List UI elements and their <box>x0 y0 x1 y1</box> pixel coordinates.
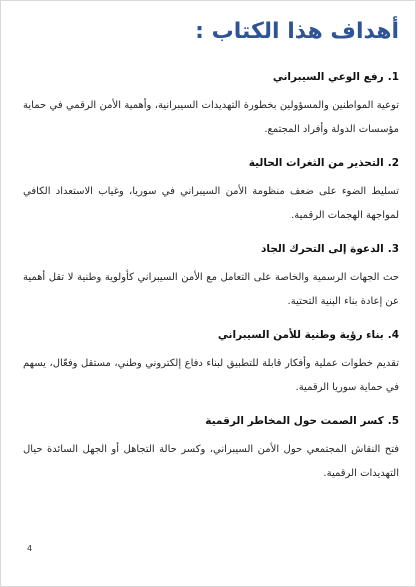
goal-heading <box>23 241 399 257</box>
goal-number: 1. <box>387 71 399 83</box>
goal-item <box>23 413 399 486</box>
goal-item <box>23 69 399 142</box>
goal-item <box>23 327 399 400</box>
goal-number: 5. <box>387 415 399 427</box>
goal-description: تسليط الضوء على ضعف منظومة الأمن السيبراني في سوريا، وغياب الاستعداد الكافي لمواجهة الهجمات الرقمية. <box>23 186 399 221</box>
goal-heading-text: بناء رؤية وطنية للأمن السيبراني <box>217 329 384 341</box>
goal-heading-text: التحذير من الثغرات الحالية <box>248 157 384 169</box>
page-number: 4 <box>27 544 33 553</box>
goal-heading-text: رفع الوعي السيبراني <box>272 71 384 83</box>
goal-heading <box>23 413 399 429</box>
goal-heading <box>23 155 399 171</box>
goal-number: 2. <box>387 157 399 169</box>
goal-heading <box>23 69 399 85</box>
goal-heading-text: كسر الصمت حول المخاطر الرقمية <box>205 415 384 427</box>
goal-description: حث الجهات الرسمية والخاصة على التعامل مع الأمن السيبراني كأولوية وطنية لا تقل أهمية عن إعادة بناء البنية التحتية. <box>23 272 399 307</box>
goal-description: توعية المواطنين والمسؤولين بخطورة التهديدات السيبرانية، وأهمية الأمن الرقمي في حماية مؤسسات الدولة وأفراد المجتمع. <box>23 100 399 135</box>
goal-number: 4. <box>387 329 399 341</box>
goal-description: فتح النقاش المجتمعي حول الأمن السيبراني، وكسر حالة التجاهل أو الجهل السائدة حيال التهديدات الرقمية. <box>23 444 399 479</box>
goal-heading-text: الدعوة إلى التحرك الجاد <box>261 243 384 255</box>
goal-item <box>23 241 399 314</box>
goal-item <box>23 155 399 228</box>
goal-description: تقديم خطوات عملية وأفكار قابلة للتطبيق لبناء دفاع إلكتروني وطني، مستقل وفعّال، يسهم في حماية سوريا الرقمية. <box>23 358 399 393</box>
goal-number: 3. <box>387 243 399 255</box>
goals-list <box>23 69 399 499</box>
goal-heading <box>23 327 399 343</box>
page-title: أهداف هذا الكتاب : <box>195 19 399 44</box>
